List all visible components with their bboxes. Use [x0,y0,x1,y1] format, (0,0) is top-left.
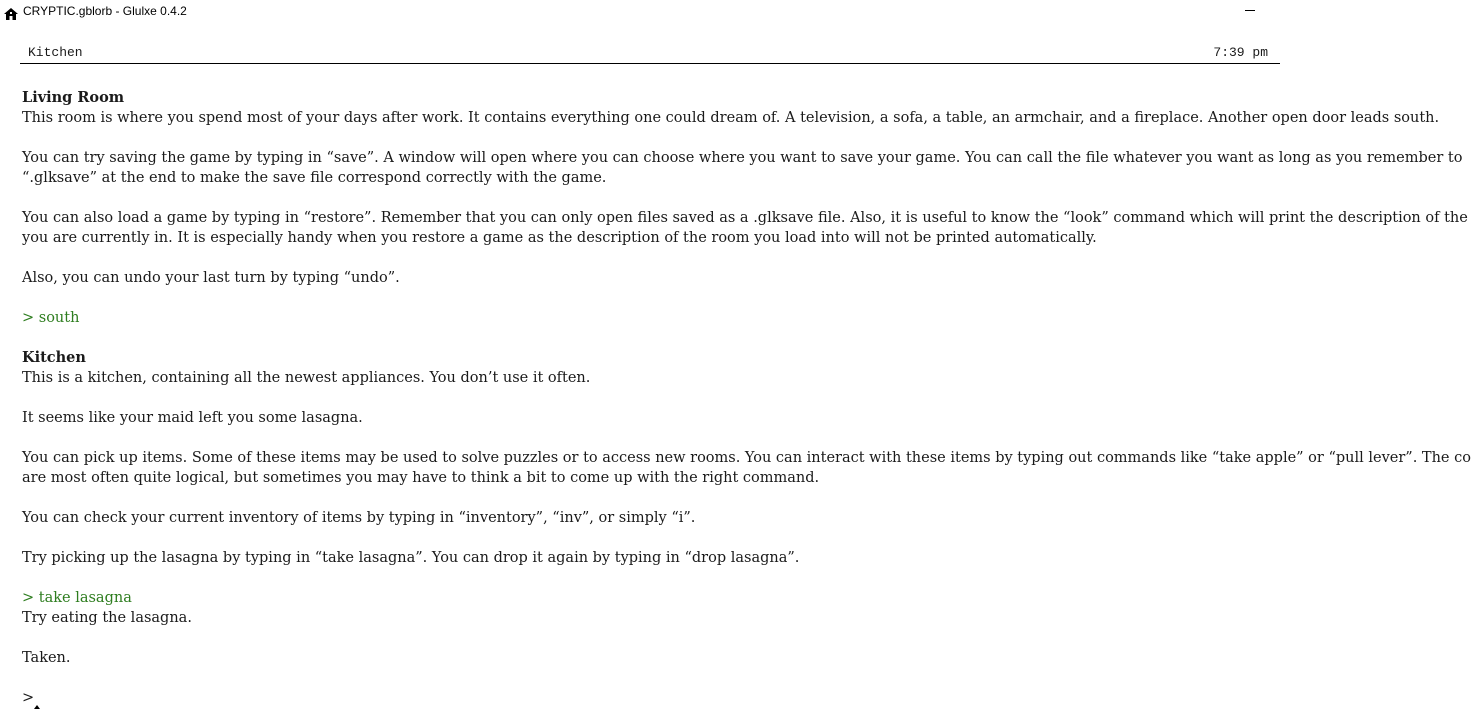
object-description: It seems like your maid left you some lasagna. [22,410,363,426]
caret-icon [34,705,40,709]
room-description: This is a kitchen, containing all the newest appliances. You don’t use it often. [22,370,591,386]
status-location: Kitchen [28,45,83,60]
room-heading-kitchen: Kitchen [22,349,86,366]
prompt-symbol: > [22,690,35,706]
save-help-line: You can try saving the game by typing in “save”. A window will open where you can choose where you want to save your game. You can call the file whatever you want as long as you remember to [22,150,1463,166]
game-response: Try eating the lasagna. [22,610,192,626]
window-title: CRYPTIC.gblorb - Glulxe 0.4.2 [23,4,187,18]
game-response: Taken. [22,650,71,666]
undo-help-line: Also, you can undo your last turn by typing “undo”. [22,270,400,286]
room-description: This room is where you spend most of your days after work. It contains everything one could dream of. A television, a sofa, a table, an armchair, and a fireplace. Another open door leads south. [22,110,1440,126]
story-window[interactable] [22,88,1471,720]
command-prompt [22,688,1280,708]
restore-help-line: you are currently in. It is especially handy when you restore a game as the description of the room you load into will not be printed automatically. [22,230,1097,246]
house-icon [4,5,18,17]
pickup-help-line: Try picking up the lasagna by typing in “take lasagna”. You can drop it again by typing in “drop lasagna”. [22,550,800,566]
command-input[interactable] [34,688,638,708]
minimize-icon [1245,10,1255,11]
save-help-line: “.glksave” at the end to make the save file correspond correctly with the game. [22,170,607,186]
status-line [20,44,1280,64]
player-command: > south [22,310,80,326]
items-help-line: You can pick up items. Some of these items may be used to solve puzzles or to access new rooms. You can interact with these items by typing out commands like “take apple” or “pull lever”. The co [22,450,1471,466]
restore-help-line: You can also load a game by typing in “restore”. Remember that you can only open files saved as a .glksave file. Also, it is useful to know the “look” command which will print the description of the [22,210,1468,226]
minimize-button[interactable] [1236,0,1264,22]
items-help-line: are most often quite logical, but sometimes you may have to think a bit to come up with the right command. [22,470,820,486]
room-heading-living-room: Living Room [22,89,125,106]
status-time: 7:39 pm [1213,45,1268,60]
player-command: > take lasagna [22,590,132,606]
inventory-help-line: You can check your current inventory of items by typing in “inventory”, “inv”, or simply “i”. [22,510,696,526]
title-bar [0,0,1280,24]
